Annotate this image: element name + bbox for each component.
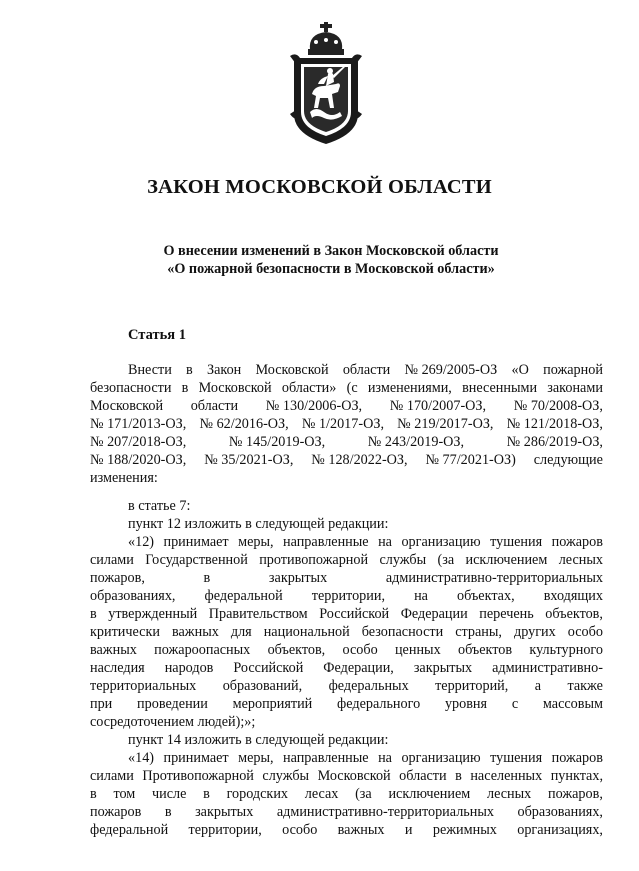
text-line: территориальных образований, федеральных территорий, а также (90, 678, 603, 694)
text-line: Московской области № 130/2006-ОЗ, № 170/2007-ОЗ, № 70/2008-ОЗ, (90, 398, 603, 414)
text-line: в статье 7: (128, 498, 191, 514)
text-line: силами Противопожарной службы Московской области в населенных пунктах, (90, 768, 603, 784)
text-line: при проведении мероприятий федерального уровня с массовым (90, 696, 603, 712)
text-line: № 171/2013-ОЗ, № 62/2016-ОЗ, № 1/2017-ОЗ, № 219/2017-ОЗ, № 121/2018-ОЗ, (90, 416, 603, 432)
text-line: изменения: (90, 470, 158, 486)
subtitle-line-2: «О пожарной безопасности в Московской области» (167, 261, 495, 277)
text-line: наследия народов Российской Федерации, закрытых административно- (90, 660, 603, 676)
text-line: важных пожароопасных объектов, особо ценных объектов культурного (90, 642, 603, 658)
page-title: ЗАКОН МОСКОВСКОЙ ОБЛАСТИ (147, 176, 492, 198)
text-line: критически важных для национальной безопасности страны, других особо (90, 624, 603, 640)
subtitle-line-1: О внесении изменений в Закон Московской области (163, 243, 499, 259)
article-heading: Статья 1 (128, 327, 186, 343)
text-line: «14) принимает меры, направленные на организацию тушения пожаров (128, 750, 603, 766)
text-line: пункт 12 изложить в следующей редакции: (128, 516, 389, 532)
text-line: Внести в Закон Московской области № 269/2005-ОЗ «О пожарной (128, 362, 603, 378)
text-line: пункт 14 изложить в следующей редакции: (128, 732, 389, 748)
text-line: силами Государственной противопожарной службы (за исключением лесных (90, 552, 603, 568)
text-line: пожаров в закрытых административно-территориальных образованиях, (90, 804, 603, 820)
text-line: федеральной территории, особо важных и режимных организациях, (90, 822, 603, 838)
text-line: безопасности в Московской области» (с изменениями, внесенными законами (90, 380, 603, 396)
text-line: № 207/2018-ОЗ, № 145/2019-ОЗ, № 243/2019-ОЗ, № 286/2019-ОЗ, (90, 434, 603, 450)
text-line: в утвержденный Правительством Российской Федерации перечень объектов, (90, 606, 603, 622)
text-line: образованиях, федеральной территории, на объектах, входящих (90, 588, 603, 604)
text-line: № 188/2020-ОЗ, № 35/2021-ОЗ, № 128/2022-ОЗ, № 77/2021-ОЗ) следующие (90, 452, 603, 468)
text-line: в том числе в городских лесах (за исключением лесных пожаров, (90, 786, 603, 802)
text-line: пожаров, в закрытых административно-территориальных (90, 570, 603, 586)
text-line: «12) принимает меры, направленные на организацию тушения пожаров (128, 534, 603, 550)
coat-of-arms-icon (288, 22, 364, 146)
text-line: сосредоточением людей);»; (90, 714, 256, 730)
